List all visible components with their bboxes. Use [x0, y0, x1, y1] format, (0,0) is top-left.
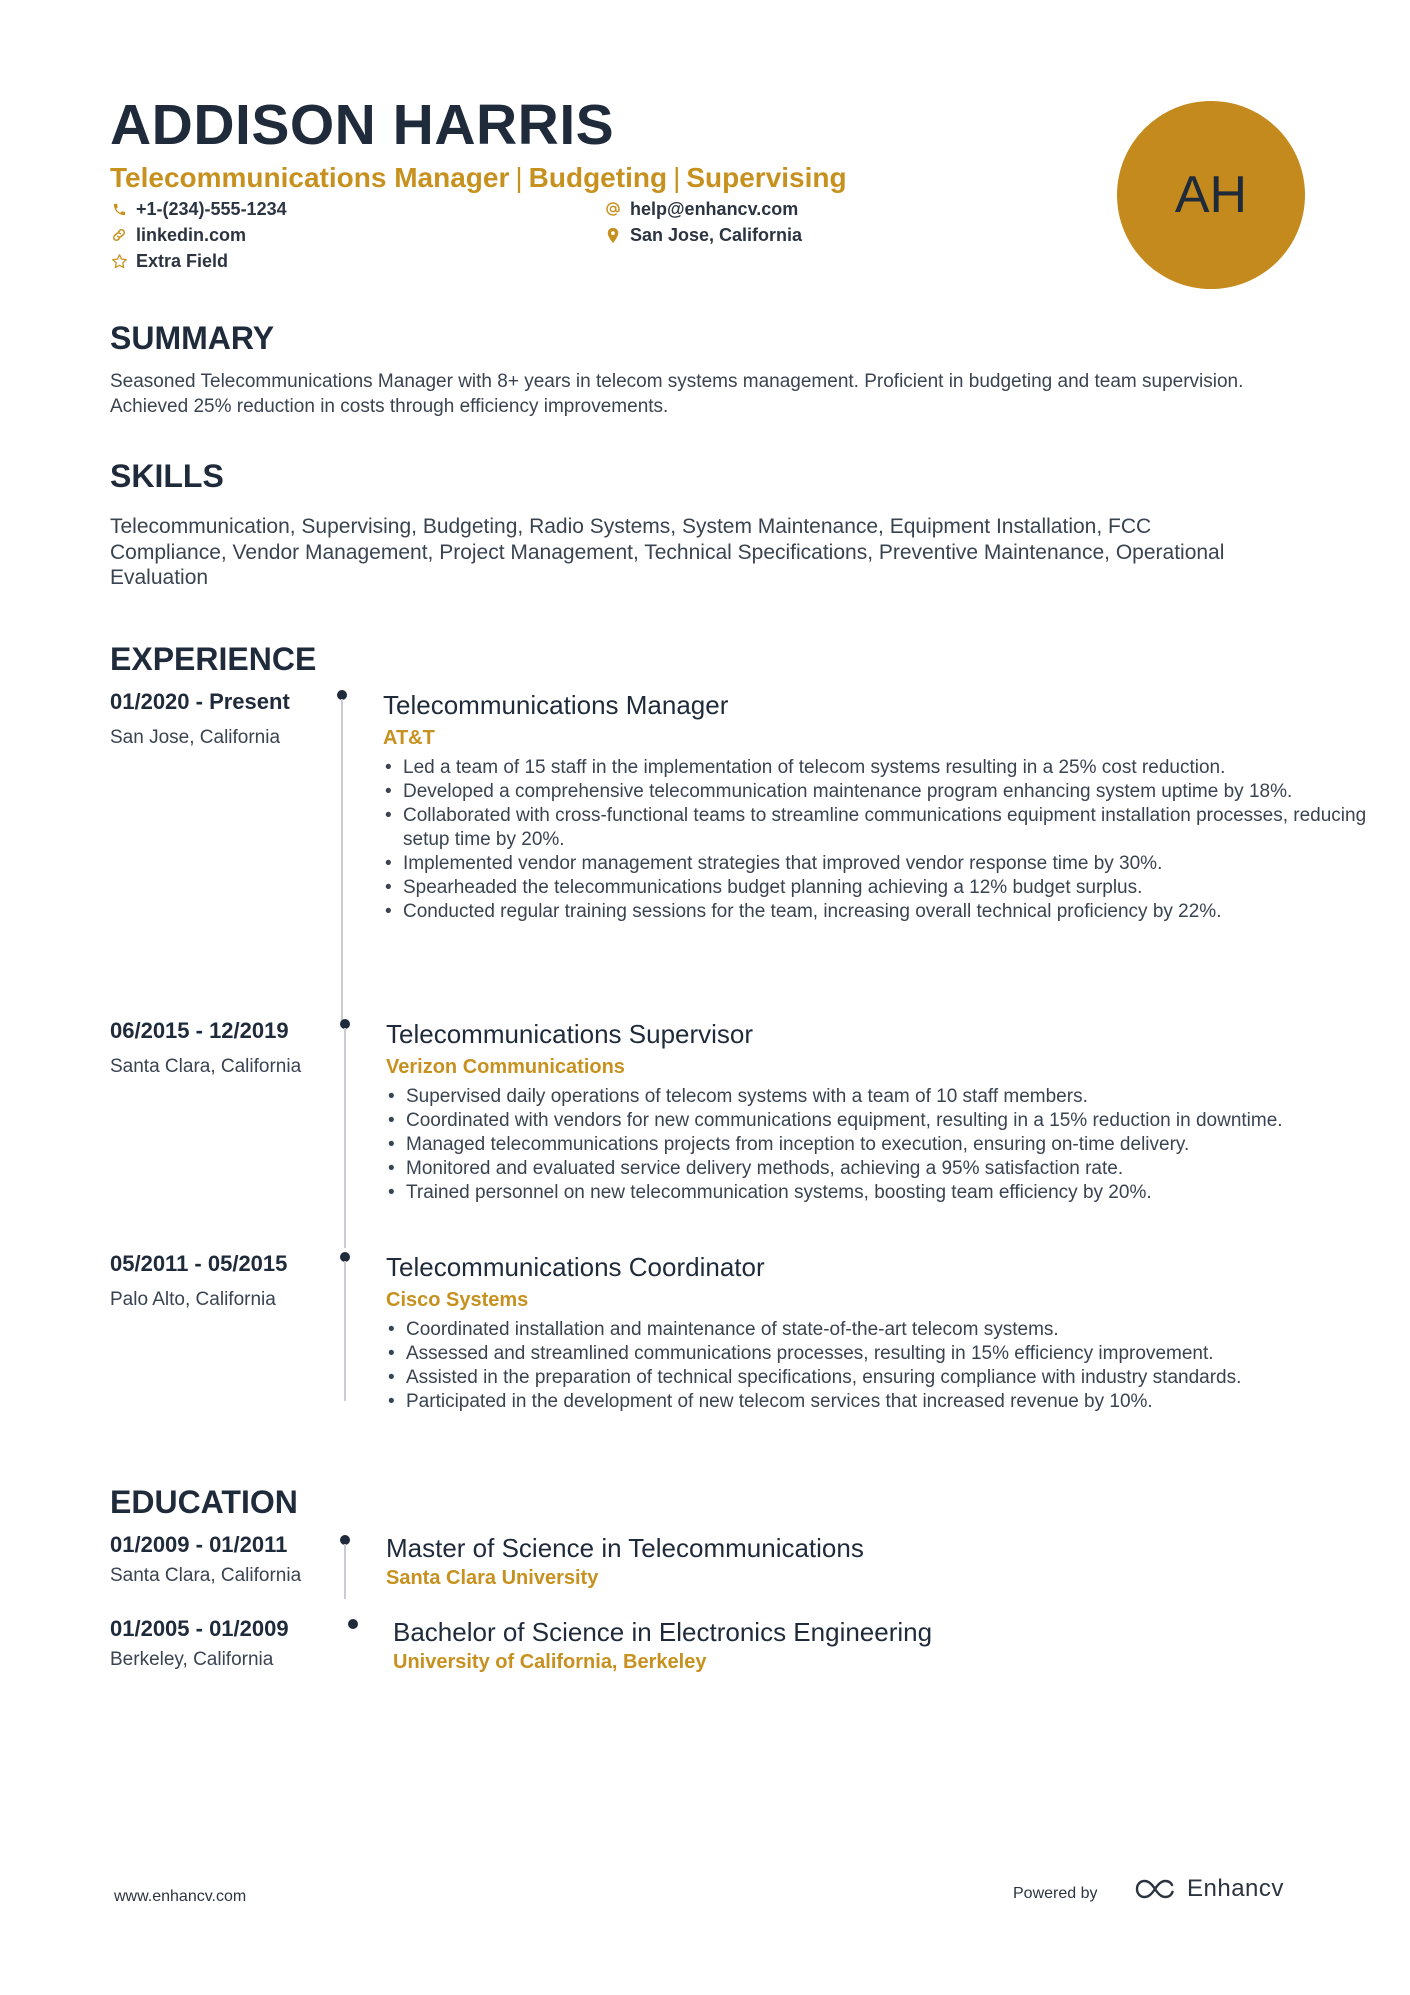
- contact-linkedin[interactable]: [110, 226, 246, 244]
- star-icon: [110, 252, 128, 270]
- avatar: [1117, 101, 1305, 289]
- bullet-item: • Assessed and streamlined communications processes, resulting in 15% efficiency improvement.: [386, 1342, 1386, 1366]
- bullet-item: • Managed telecommunications projects from inception to execution, ensuring on-time delivery.: [386, 1133, 1386, 1157]
- timeline-line: [344, 1261, 346, 1401]
- skills-heading: SKILLS: [110, 458, 224, 494]
- bullet-item: • Implemented vendor management strategies that improved vendor response time by 30%.: [383, 852, 1403, 876]
- entry-degree: Bachelor of Science in Electronics Engineering: [393, 1617, 933, 1647]
- avatar-initials: AH: [1174, 166, 1248, 224]
- entry-date: 05/2011 - 05/2015: [110, 1251, 288, 1276]
- entry-company: Cisco Systems: [386, 1289, 529, 1311]
- candidate-name: ADDISON HARRIS: [110, 93, 615, 157]
- entry-company: AT&T: [383, 727, 435, 749]
- at-icon: [604, 200, 622, 218]
- phone-icon: [110, 200, 128, 218]
- footer-website[interactable]: www.enhancv.com: [114, 1888, 247, 1905]
- entry-location: San Jose, California: [110, 727, 281, 748]
- contact-email[interactable]: [604, 200, 798, 218]
- entry-bullets: [386, 1085, 1386, 1205]
- bullet-item: • Coordinated with vendors for new communications equipment, resulting in a 15% reduction in downtime.: [386, 1109, 1386, 1133]
- entry-bullets: [383, 756, 1403, 924]
- bullet-item: • Spearheaded the telecommunications budget planning achieving a 12% budget surplus.: [383, 876, 1403, 900]
- contact-phone[interactable]: [110, 200, 287, 218]
- title-part-role: Telecommunications Manager: [110, 162, 510, 193]
- bullet-item: • Collaborated with cross-functional teams to streamline communications equipment installation processes, reducing setup time by 20%.: [383, 804, 1403, 852]
- title-separator: |: [673, 162, 681, 193]
- phone-text: +1-(234)-555-1234: [136, 199, 287, 219]
- title-part-budgeting: Budgeting: [528, 162, 668, 193]
- entry-school: University of California, Berkeley: [393, 1651, 707, 1673]
- experience-heading: EXPERIENCE: [110, 641, 317, 677]
- timeline-line: [341, 699, 343, 1024]
- entry-date: 01/2020 - Present: [110, 689, 290, 714]
- entry-date: 01/2009 - 01/2011: [110, 1532, 288, 1557]
- entry-role: Telecommunications Manager: [383, 690, 729, 720]
- timeline-line: [344, 1544, 346, 1599]
- entry-location: Santa Clara, California: [110, 1056, 302, 1077]
- email-text: help@enhancv.com: [630, 199, 799, 219]
- entry-company: Verizon Communications: [386, 1056, 625, 1078]
- bullet-item: • Led a team of 15 staff in the implementation of telecom systems resulting in a 25% cost reduction.: [383, 756, 1403, 780]
- entry-date: 06/2015 - 12/2019: [110, 1018, 289, 1043]
- link-icon: [110, 226, 128, 244]
- summary-text: Seasoned Telecommunications Manager with 8+ years in telecom systems management. Proficient in budgeting and team supervision. Achieved 25% reduction in costs through efficiency improvements.: [110, 371, 1244, 417]
- footer-brand-logo[interactable]: [1133, 1875, 1284, 1903]
- entry-role: Telecommunications Coordinator: [386, 1252, 765, 1282]
- entry-location: Berkeley, California: [110, 1649, 274, 1670]
- bullet-item: • Assisted in the preparation of technical specifications, ensuring compliance with industry standards.: [386, 1366, 1386, 1390]
- bullet-item: • Trained personnel on new telecommunication systems, boosting team efficiency by 20%.: [386, 1181, 1386, 1205]
- bullet-item: • Developed a comprehensive telecommunication maintenance program enhancing system uptime by 18%.: [383, 780, 1403, 804]
- footer-powered-by: Powered by: [1013, 1885, 1098, 1902]
- summary-heading: SUMMARY: [110, 320, 275, 356]
- entry-bullets: [386, 1318, 1386, 1414]
- timeline-dot: [348, 1619, 358, 1629]
- extra-field-text: Extra Field: [136, 251, 229, 271]
- education-heading: EDUCATION: [110, 1484, 298, 1520]
- entry-school: Santa Clara University: [386, 1567, 599, 1589]
- linkedin-text: linkedin.com: [136, 225, 247, 245]
- timeline-line: [344, 1028, 346, 1248]
- bullet-item: • Participated in the development of new telecom services that increased revenue by 10%.: [386, 1390, 1386, 1414]
- entry-degree: Master of Science in Telecommunications: [386, 1533, 864, 1563]
- bullet-item: • Coordinated installation and maintenance of state-of-the-art telecom systems.: [386, 1318, 1386, 1342]
- bullet-item: • Supervised daily operations of telecom systems with a team of 10 staff members.: [386, 1085, 1386, 1109]
- entry-location: Santa Clara, California: [110, 1565, 302, 1586]
- candidate-title: [110, 163, 847, 194]
- contact-location: [604, 226, 802, 244]
- entry-date: 01/2005 - 01/2009: [110, 1616, 289, 1641]
- entry-location: Palo Alto, California: [110, 1289, 276, 1310]
- enhancv-logo-icon: [1133, 1876, 1179, 1902]
- contact-extra: [110, 252, 228, 270]
- footer-brand-name: Enhancv: [1187, 1875, 1284, 1902]
- entry-role: Telecommunications Supervisor: [386, 1019, 754, 1049]
- title-part-supervising: Supervising: [686, 162, 847, 193]
- location-text: San Jose, California: [630, 225, 803, 245]
- location-pin-icon: [604, 226, 622, 244]
- title-separator: |: [515, 162, 523, 193]
- bullet-item: • Monitored and evaluated service delivery methods, achieving a 95% satisfaction rate.: [386, 1157, 1386, 1181]
- bullet-item: • Conducted regular training sessions for the team, increasing overall technical proficiency by 22%.: [383, 900, 1403, 924]
- skills-text: Telecommunication, Supervising, Budgeting, Radio Systems, System Maintenance, Equipment Installation, FCC Compliance, Vendor Management, Project Management, Technical Specifications, Preventive Maintenance, Operational Evaluation: [110, 515, 1225, 589]
